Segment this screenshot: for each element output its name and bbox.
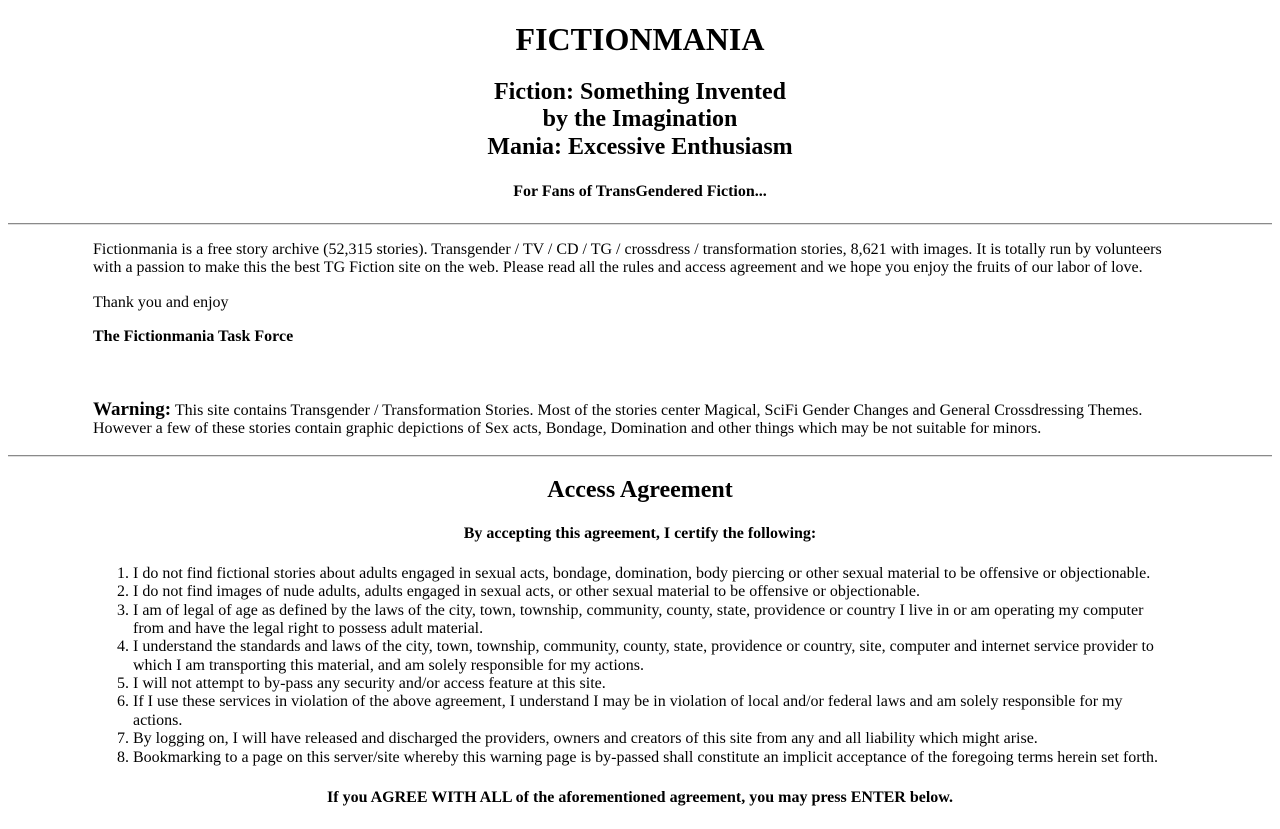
site-subtitle (8, 79, 1272, 162)
agreement-item: 7. By logging on, I will have released and discharged the providers, owners and creators of this site from any and all liability which might arise. (133, 730, 1163, 748)
tagline: For Fans of TransGendered Fiction... (513, 182, 767, 200)
certify-intro: By accepting this agreement, I certify the following: (463, 525, 817, 543)
agreement-item: 1. I do not find fictional stories about adults engaged in sexual acts, bondage, domination, body piercing or other sexual material to be offensive or objectionable. (133, 565, 1163, 583)
agreement-list (93, 565, 1163, 767)
subtitle-line-2: by the Imagination (542, 106, 738, 133)
agreement-item: 4. I understand the standards and laws of the city, town, township, community, county, state, providence or country, site, computer and internet service provider to which I am transporting this material, and am solely responsible for my actions. (133, 638, 1163, 675)
intro-section (93, 241, 1163, 439)
agreement-item: 5. I will not attempt to by-pass any security and/or access feature at this site. (133, 675, 1163, 693)
agreement-item: 8. Bookmarking to a page on this server/site whereby this warning page is by-passed shall constitute an implicit acceptance of the foregoing terms herein set forth. (133, 749, 1163, 767)
warning-text: This site contains Transgender / Transformation Stories. Most of the stories center Magical, SciFi Gender Changes and General Crossdressing Themes. However a few of these stories contain graphic depictions of Sex acts, Bondage, Domination and other things which may be not suitable for minors. (93, 401, 1143, 438)
thanks-line: Thank you and enjoy (93, 293, 229, 311)
access-agreement-heading: Access Agreement (547, 476, 733, 503)
subtitle-line-3: Mania: Excessive Enthusiasm (487, 133, 793, 160)
agreement-item: 2. I do not find images of nude adults, adults engaged in sexual acts, or other sexual material to be offensive or objectionable. (133, 583, 1163, 601)
agreement-item: 3. I am of legal of age as defined by the laws of the city, town, township, community, county, state, providence or country I live in or am operating my computer from and have the legal right to possess adult material. (133, 602, 1163, 639)
signature-line: The Fictionmania Task Force (93, 328, 294, 346)
agreement-item: 6. If I use these services in violation of the above agreement, I understand I may be in violation of local and/or federal laws and am solely responsible for my actions. (133, 693, 1163, 730)
agreement-footer: If you AGREE WITH ALL of the aforementioned agreement, you may press ENTER below. (327, 789, 953, 807)
subtitle-line-1: Fiction: Something Invented (493, 78, 786, 105)
top-divider (8, 223, 1272, 225)
warning-label: Warning: (93, 398, 172, 420)
site-title: FICTIONMANIA (515, 21, 765, 57)
middle-divider (8, 455, 1272, 457)
intro-paragraph: Fictionmania is a free story archive (52,315 stories). Transgender / TV / CD / TG / crossdress / transformation stories, 8,621 with images. It is totally run by volunteers with a passion to make this the best TG Fiction site on the web. Please read all the rules and access agreement and we hope you enjoy the fruits of our labor of love. (93, 240, 1162, 277)
warning-paragraph (93, 399, 1163, 439)
